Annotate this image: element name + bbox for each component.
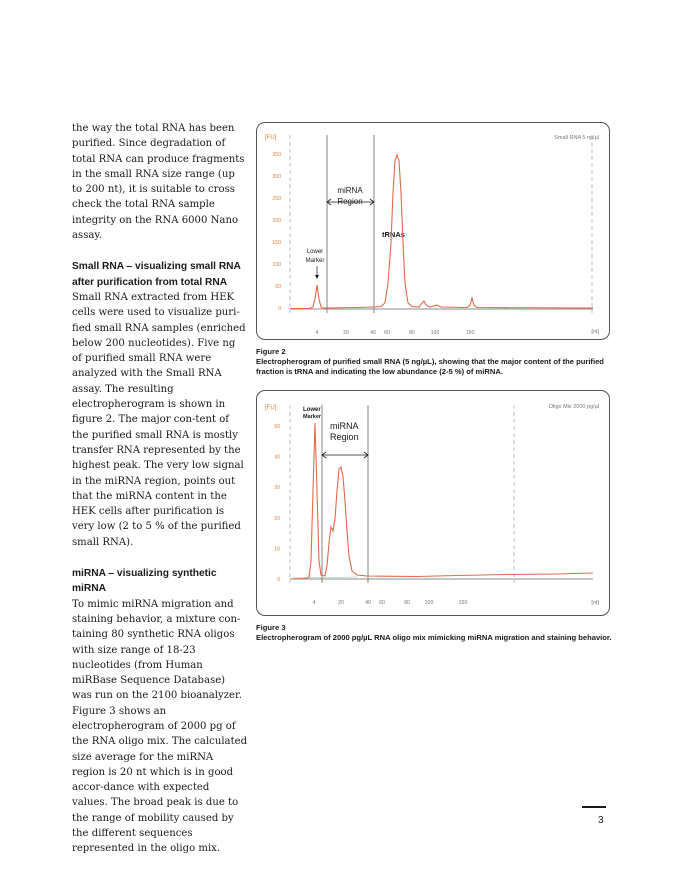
- fig2-x-tick: 60: [384, 330, 390, 336]
- fig2-y-tick: 350: [272, 152, 281, 158]
- fig2-x-tick: 150: [465, 330, 475, 336]
- fig3-trace: [290, 423, 593, 579]
- fig3-x-tick: 150: [458, 600, 468, 606]
- figure-3-caption: Figure 3 Electropherogram of 2000 pg/µL RNA oligo mix mimicking miRNA migration and staining behavior.: [256, 623, 612, 642]
- fig2-y-tick: 200: [272, 218, 281, 224]
- section-body-small-rna: Small RNA extracted from HEK cells were used to visualize puri-fied small RNA samples (enriched below 200 nucleotides). Five ng of purified small RNA were analyzed with the Small RNA assay. The resulting electropherogram is shown in figure 2. The major con-tent of the purified small RNA is mostly transfer RNA represented by the highest peak. The very low signal in the miRNA region, points out that the miRNA content in the HEK cells after purification is very low (2 to 5 % of the purified small RNA).: [72, 291, 246, 548]
- figure-2-caption: Figure 2 Electropherogram of purified small RNA (5 ng/µL), showing that the major content of the purified fraction is tRNA and indicating the low abundance (2-5 %) of miRNA.: [256, 347, 604, 376]
- section-heading-small-rna: Small RNA – visualizing small RNA after purification from total RNA: [72, 261, 241, 288]
- fig3-x-tick: 80: [404, 600, 410, 606]
- fig2-y-tick: 50: [275, 284, 281, 290]
- page-divider: [582, 806, 606, 808]
- fig2-y-tick: 0: [278, 306, 281, 312]
- fig3-ylabel: [FU]: [265, 405, 277, 411]
- fig2-y-tick: 100: [272, 262, 281, 268]
- fig2-x-tick: 40: [370, 330, 376, 336]
- fig2-y-tick: 300: [272, 174, 281, 180]
- fig3-region-label: Region: [330, 432, 359, 442]
- fig2-lower-marker-label: Lower: [306, 249, 324, 255]
- fig3-y-tick: 20: [274, 515, 280, 522]
- figure-3-chart: [256, 390, 610, 616]
- fig3-x-tick: 40: [365, 600, 371, 606]
- fig2-x-tick: 80: [409, 330, 415, 336]
- fig2-trna-label: tRNAs: [382, 230, 405, 239]
- page-number: 3: [598, 815, 604, 826]
- fig2-x-tick: 100: [430, 330, 440, 336]
- fig2-title: Small RNA 5 ng/µl: [554, 135, 599, 141]
- svg-text:Region: Region: [337, 197, 363, 206]
- fig3-y-tick: 0: [277, 577, 280, 583]
- fig3-mirna-label: miRNA: [330, 421, 359, 431]
- fig3-x-tick: 4: [312, 600, 316, 606]
- fig2-y-tick: 150: [272, 240, 281, 246]
- fig3-y-tick: 50: [274, 424, 280, 430]
- figure-2-chart: [256, 122, 610, 340]
- fig3-x-tick: 60: [379, 600, 385, 606]
- fig3-y-tick: 10: [274, 546, 280, 553]
- svg-text:Marker: Marker: [303, 414, 322, 420]
- section-body-mirna: To mimic miRNA migration and staining behavior, a mixture con-taining 80 synthetic RNA oligos with size range of 18-23 nucleotides (from Human miRBase Sequence Database) was run on the 2100 bioanalyzer. Figure 3 shows an electropherogram of 2000 pg of the RNA oligo mix. The calculated size average for the miRNA region is 20 nt which is in good accor-dance with expected values. The broad peak is due to the range of mobility caused by the different sequences represented in the oligo mix.: [72, 598, 248, 855]
- fig2-x-tick: 20: [343, 330, 349, 336]
- fig2-trace: [290, 155, 593, 309]
- fig2-xlabel: [nt]: [591, 329, 599, 335]
- fig3-lower-marker-label: Lower: [303, 407, 321, 413]
- intro-paragraph: the way the total RNA has been purified. Since degradation of total RNA can produce fragments in the small RNA size range (up to 200 nt), it is suitable to cross check the total RNA sample integrity on the RNA 6000 Nano assay.: [72, 123, 245, 242]
- fig3-y-tick: 40: [274, 454, 280, 461]
- fig3-title: Oligo Mix 2000 pg/µl: [548, 404, 599, 410]
- fig3-x-tick: 20: [338, 600, 344, 606]
- fig2-y-tick: 250: [272, 196, 281, 202]
- section-heading-mirna: miRNA – visualizing synthetic miRNA: [72, 568, 217, 595]
- fig3-x-tick: 100: [424, 600, 434, 606]
- fig3-y-tick: 30: [274, 485, 280, 492]
- left-column: [72, 121, 248, 857]
- svg-text:Marker: Marker: [305, 258, 325, 264]
- fig2-mirna-label: miRNA: [337, 186, 363, 195]
- fig2-ylabel: [FU]: [265, 135, 277, 141]
- fig2-x-tick: 4: [315, 330, 319, 336]
- fig3-xlabel: [nt]: [591, 600, 599, 606]
